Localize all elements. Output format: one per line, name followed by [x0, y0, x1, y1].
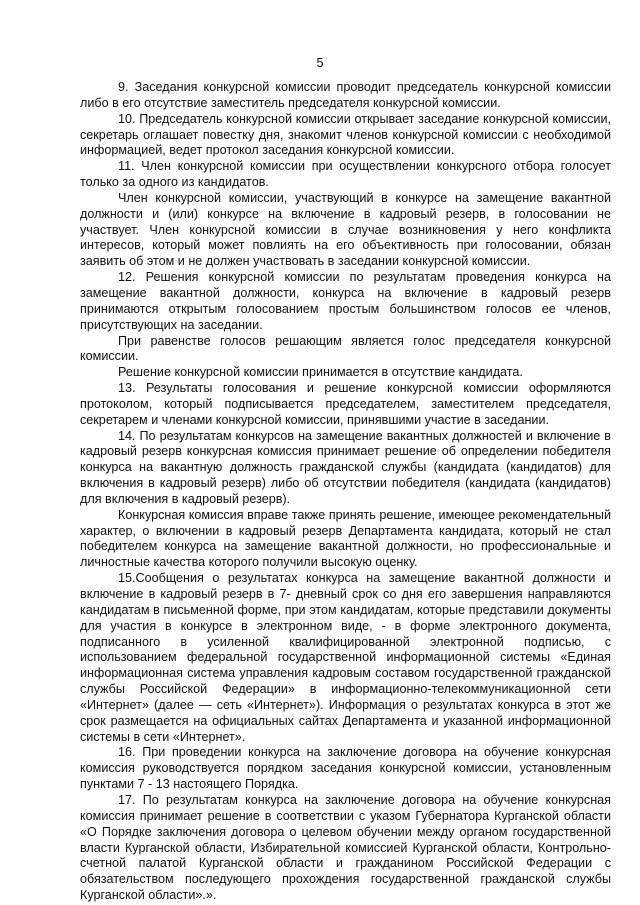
- paragraph-15: 15.Сообщения о результатах конкурса на замещение вакантной должности и включение в кадровый резерв в 7- дневный срок со дня его завершения направляются кандидатам в письменной форме, при этом кандидатам, которые представили документы для участия в конкурсе в электронном виде, - в форме электронного документа, подписанного в усиленной квалифицированной электронной подписью, с использованием федеральной государственной информационной системы «Единая информационная система управления кадровым составом государственной гражданской службы Российской Федерации» в информационно-телекоммуникационной сети «Интернет» (далее — сеть «Интернет»). Информация о результатах конкурса в этот же срок размещается на официальных сайтах Департамента и указанной информационной системы в сети «Интернет».: [80, 571, 611, 744]
- paragraph-12-tie-vote: При равенстве голосов решающим является голос председателя конкурсной комиссии.: [80, 333, 611, 364]
- paragraph-10: 10. Председатель конкурсной комиссии открывает заседание конкурсной комиссии, секретарь оглашает повестку дня, знакомит членов конкурсной комиссии с необходимой информацией, ведет протокол заседания конкурсной комиссии.: [80, 111, 611, 158]
- page-number: 5: [316, 56, 324, 70]
- paragraph-9: 9. Заседания конкурсной комиссии проводит председатель конкурсной комиссии либо в его отсутствие заместитель председателя конкурсной комиссии.: [80, 80, 611, 110]
- paragraph-13: 13. Результаты голосования и решение конкурсной комиссии оформляются протоколом, который подписывается председателем, заместителем председателя, секретарем и членами конкурсной комиссии, принявшими участие в заседании.: [80, 381, 611, 427]
- paragraph-11-member-conflict: Член конкурсной комиссии, участвующий в конкурсе на замещение вакантной должности и (или) конкурсе на включение в кадровый резерв, в голосовании не участвует. Член конкурсной комиссии в случае возникновения у него конфликта интересов, который может повлиять на его объективность при голосовании, обязан заявить об этом и не должен участвовать в заседании конкурсной комиссии.: [80, 190, 611, 269]
- paragraph-12-candidate-absence: Решение конкурсной комиссии принимается в отсутствие кандидата.: [118, 365, 523, 380]
- paragraph-14: 14. По результатам конкурсов на замещение вакантных должностей и включение в кадровый резерв конкурсная комиссия принимает решение об определении победителя конкурса на вакантную должность гражданской службы (кандидата (кандидатов) для включения в кадровый резерв) либо об отсутствии победителя (кандидата (кандидатов) для включения в кадровый резерв).: [80, 428, 611, 506]
- document-body: [80, 80, 611, 904]
- paragraph-11: 11. Член конкурсной комиссии при осуществлении конкурсного отбора голосует только за одного из кандидатов.: [80, 159, 611, 190]
- paragraph-12: 12. Решения конкурсной комиссии по результатам проведения конкурса на замещение вакантной должности, конкурса на включение в кадровый резерв принимаются открытым голосованием простым большинством голосов ее членов, присутствующих на заседании.: [80, 270, 611, 332]
- paragraph-17: 17. По результатам конкурса на заключение договора на обучение конкурсная комиссия принимает решение в соответствии с указом Губернатора Курганской области «О Порядке заключения договора о целевом обучении между органом государственной власти Курганской области, Избирательной комиссией Курганской области, Контрольно-счетной палатой Курганской области и гражданином Российской Федерации с обязательством последующего прохождения государственной гражданской службы Курганской области».».: [80, 792, 611, 903]
- paragraph-16: 16. При проведении конкурса на заключение договора на обучение конкурсная комиссия руководствуется порядком заседания конкурсной комиссии, установленным пунктами 7 - 13 настоящего Порядка.: [80, 745, 611, 792]
- paragraph-14-recommendation: Конкурсная комиссия вправе также принять решение, имеющее рекомендательный характер, о включении в кадровый резерв Департамента кандидата, который не стал победителем конкурса на замещение вакантной должности, но профессиональные и личностные качества которого получили высокую оценку.: [80, 507, 611, 570]
